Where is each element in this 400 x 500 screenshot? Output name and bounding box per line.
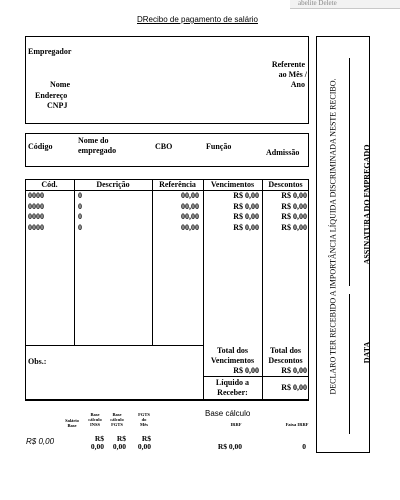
total-desc-label-2: Descontos xyxy=(268,356,303,365)
total-venc-label-1: Total dos xyxy=(216,346,249,355)
toolbar-text: abelite Delete xyxy=(298,0,337,7)
row-desc: 0 xyxy=(78,191,82,200)
row-ref: 00,00 xyxy=(181,222,199,232)
nome-empregado-label-2: empregado xyxy=(78,146,117,155)
row-venc: R$ 0,00 xyxy=(233,191,259,200)
total-venc-value: R$ 0,00 xyxy=(233,366,259,375)
row-desc-val: R$ 0,00 xyxy=(281,191,307,200)
total-venc-label-2: Vencimentos xyxy=(210,356,255,365)
page-title: DRecibo de pagamento de salário xyxy=(137,15,258,24)
col-referencia: Referência xyxy=(159,180,196,189)
total-desc-value: R$ 0,00 xyxy=(281,366,307,375)
liquido-label-2: Receber: xyxy=(217,388,248,397)
row-desc: 0 xyxy=(78,201,82,211)
faixa-irrf-label: Faixa IRRF xyxy=(285,422,309,427)
funcao-label: Função xyxy=(206,142,232,151)
liquido-value: R$ 0,00 xyxy=(281,383,307,392)
browser-toolbar-fragment xyxy=(290,0,400,9)
referente-label: Referente xyxy=(271,60,305,69)
fgts-mes-value-1: R$ xyxy=(141,434,151,443)
row-cod: 0000 xyxy=(28,212,44,221)
row-ref: 00,00 xyxy=(181,201,199,211)
cbo-label: CBO xyxy=(155,142,173,151)
row-desc: 0 xyxy=(78,212,82,221)
row-desc-val: R$ 0,00 xyxy=(281,222,307,232)
row-venc: R$ 0,00 xyxy=(233,212,259,221)
assinatura-label: ASSINATURA DO EMPREGADO xyxy=(362,144,372,265)
total-desc-label-1: Total dos xyxy=(269,346,302,355)
codigo-label: Código xyxy=(28,142,53,151)
col-descricao: Descrição xyxy=(96,180,130,189)
row-cod: 0000 xyxy=(28,201,44,211)
faixa-value: 0 xyxy=(302,442,306,451)
salario-value: R$ 0,00 xyxy=(26,437,55,446)
row-desc: 0 xyxy=(78,222,82,232)
base-calculo-title: Base cálculo xyxy=(205,409,251,418)
col-descontos: Descontos xyxy=(268,180,303,189)
row-cod: 0000 xyxy=(28,191,44,200)
base-fgts-label: Base cálculo FGTS xyxy=(110,412,124,427)
nome-empregado-label-1: Nome do xyxy=(78,136,109,145)
irrf-value: R$ 0,00 xyxy=(217,442,242,451)
declaro-text: DECLARO TER RECEBIDO A IMPORTÂNCIA LÍQUIDA DISCRIMINADA NESTE RECIBO. xyxy=(328,78,338,395)
row-venc: R$ 0,00 xyxy=(233,222,259,232)
mes-ano-label: ao Mês / xyxy=(278,70,307,79)
fgts-value-2: 0,00 xyxy=(112,442,126,451)
row-ref: 00,00 xyxy=(181,191,199,200)
obs-label: Obs.: xyxy=(28,357,47,366)
base-inss-label: Base cálculo INSS xyxy=(88,412,102,427)
employer-label: Empregador xyxy=(28,47,72,56)
endereco-label: Endereço xyxy=(35,91,68,100)
col-vencimentos: Vencimentos xyxy=(210,180,255,189)
liquido-label-1: Líquido a xyxy=(215,378,250,387)
irrf-label: IRRF xyxy=(230,422,242,427)
row-ref: 00,00 xyxy=(181,212,199,221)
row-desc-val: R$ 0,00 xyxy=(281,212,307,221)
inss-value-2: 0,00 xyxy=(90,442,104,451)
row-desc-val: R$ 0,00 xyxy=(281,201,307,211)
nome-label: Nome xyxy=(50,80,70,89)
fgts-mes-value-2: 0,00 xyxy=(137,442,151,451)
ano-label: Ano xyxy=(290,80,305,89)
row-cod: 0000 xyxy=(28,222,44,232)
admissao-label: Admissão xyxy=(266,148,300,157)
cnpj-label: CNPJ xyxy=(47,101,68,110)
inss-value-1: R$ xyxy=(94,434,104,443)
data-label: DATA xyxy=(362,341,372,364)
col-cod: Cód. xyxy=(41,180,58,189)
row-venc: R$ 0,00 xyxy=(233,201,259,211)
salario-base-label: Salário Base xyxy=(65,418,79,428)
fgts-value-1: R$ xyxy=(116,434,126,443)
fgts-mes-label: FGTS do Mês xyxy=(138,412,150,427)
